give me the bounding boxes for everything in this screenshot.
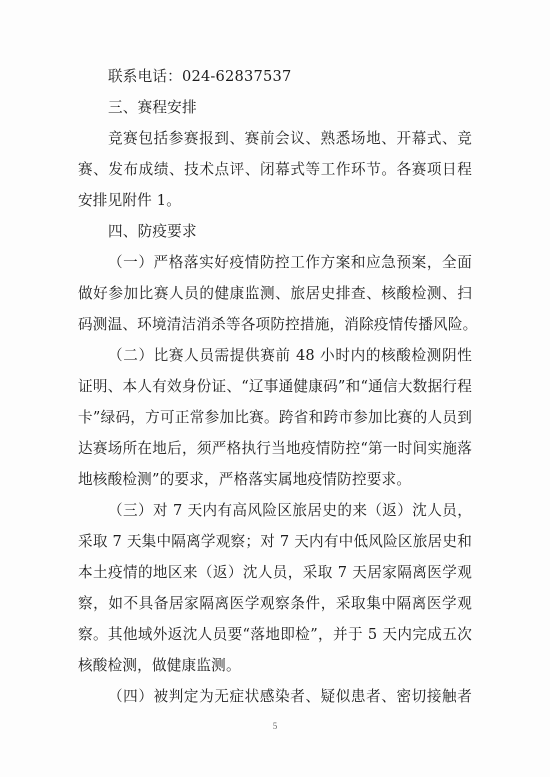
paragraph-line: 核酸检测，做健康监测。 — [78, 657, 241, 674]
paragraph-line: （二）比赛人员需提供赛前 48 小时内的核酸检测阴性 — [108, 347, 472, 364]
paragraph-line: 达赛场所在地后，须严格执行当地疫情防控“第一时间实施落 — [78, 440, 472, 457]
paragraph-line: 赛、发布成绩、技术点评、闭幕式等工作环节。各赛项日程 — [78, 161, 472, 178]
paragraph-line: 码测温、环境清洁消杀等各项防控措施，消除疫情传播风险。 — [78, 316, 478, 333]
paragraph-line: 证明、本人有效身份证、“辽事通健康码”和“通信大数据行程 — [78, 378, 472, 395]
paragraph-line: （四）被判定为无症状感染者、疑似患者、密切接触者 — [108, 688, 472, 705]
paragraph-line: （三）对 7 天内有高风险区旅居史的来（返）沈人员， — [108, 502, 472, 519]
paragraph-line: （一）严格落实好疫情防控工作方案和应急预案，全面 — [108, 254, 472, 271]
paragraph-line: 察。其他域外返沈人员要“落地即检”，并于 5 天内完成五次 — [78, 626, 472, 643]
paragraph-line: 察，如不具备居家隔离医学观察条件，采取集中隔离医学观 — [78, 595, 472, 612]
contact-phone: 联系电话：024-62837537 — [108, 68, 292, 85]
paragraph-line: 竞赛包括参赛报到、赛前会议、熟悉场地、开幕式、竞 — [108, 130, 472, 147]
page-number: 5 — [272, 721, 278, 731]
paragraph-line: 做好参加比赛人员的健康监测、旅居史排查、核酸检测、扫 — [78, 285, 472, 302]
section-heading-schedule: 三、赛程安排 — [108, 99, 197, 116]
document-body — [78, 67, 478, 707]
paragraph-line: 安排见附件 1。 — [78, 192, 182, 209]
paragraph-line: 卡”绿码，方可正常参加比赛。跨省和跨市参加比赛的人员到 — [78, 409, 472, 426]
paragraph-line: 本土疫情的地区来（返）沈人员，采取 7 天居家隔离医学观 — [78, 564, 472, 581]
section-heading-epidemic: 四、防疫要求 — [108, 223, 197, 240]
paragraph-line: 地核酸检测”的要求，严格落实属地疫情防控要求。 — [78, 471, 412, 488]
paragraph-line: 采取 7 天集中隔离学观察；对 7 天内有中低风险区旅居史和 — [78, 533, 472, 550]
